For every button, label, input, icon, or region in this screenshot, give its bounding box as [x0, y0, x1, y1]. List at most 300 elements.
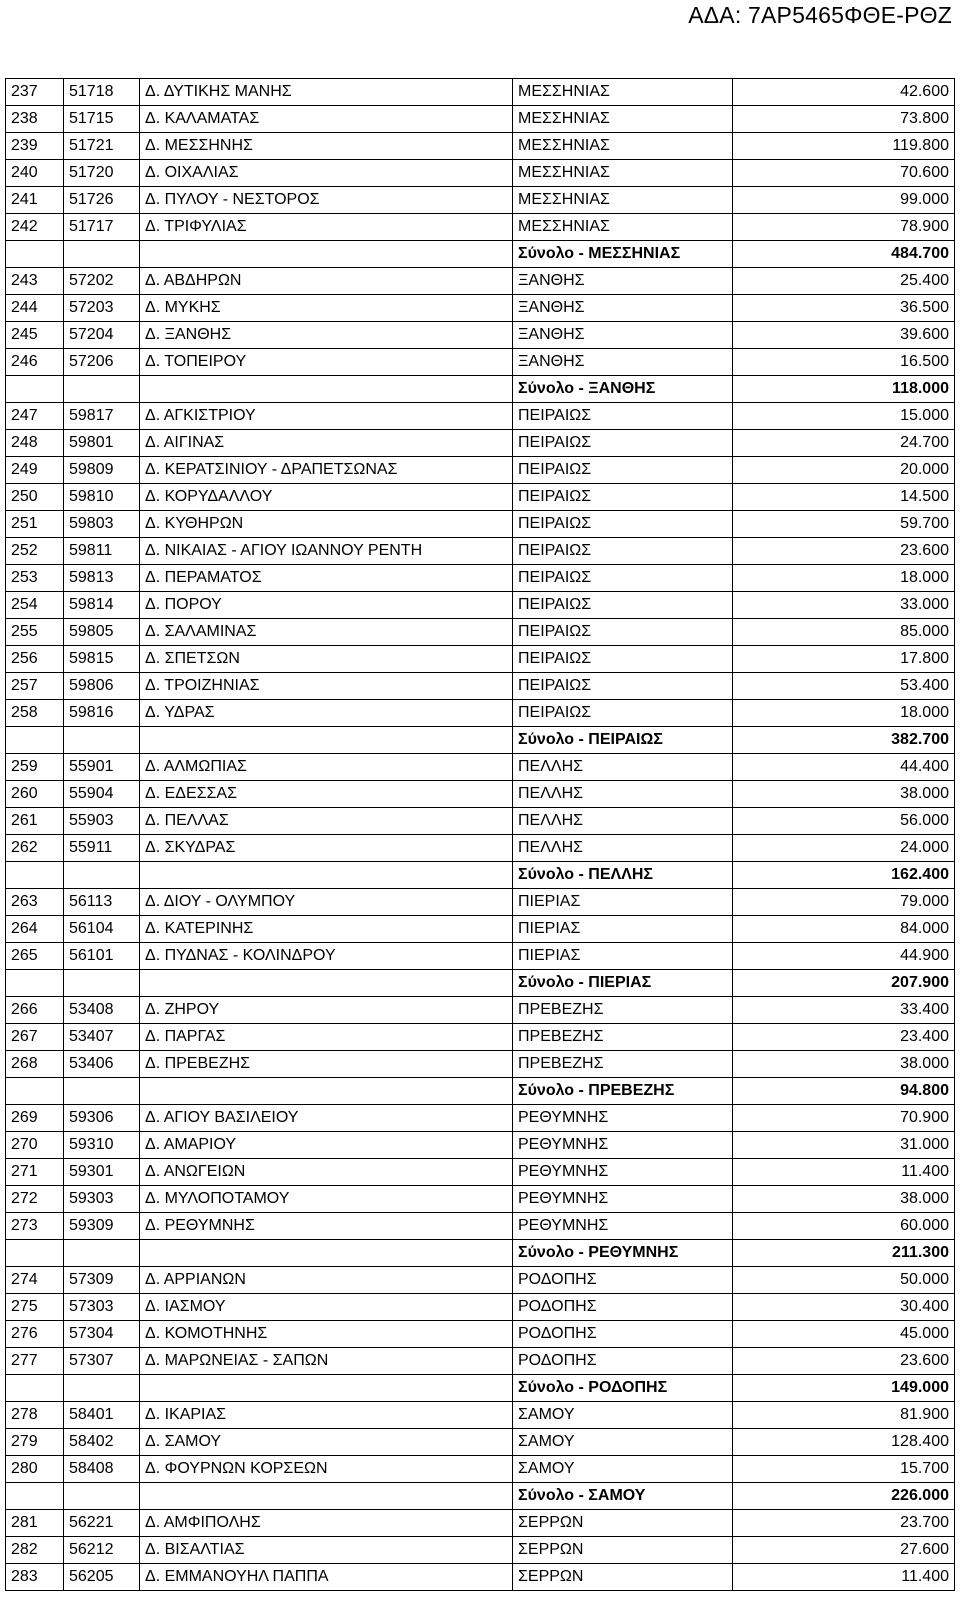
- row-number: 250: [6, 484, 64, 511]
- table-row: [6, 1024, 955, 1051]
- municipality-name: Δ. ΜΥΛΟΠΟΤΑΜΟΥ: [140, 1186, 513, 1213]
- regional-unit: ΠΕΙΡΑΙΩΣ: [513, 619, 733, 646]
- regional-unit: ΠΕΛΛΗΣ: [513, 808, 733, 835]
- amount: 23.700: [733, 1510, 955, 1537]
- regional-unit: ΣΑΜΟΥ: [513, 1429, 733, 1456]
- municipality-code: 59303: [64, 1186, 140, 1213]
- empty-cell: [64, 727, 140, 754]
- amount: 33.400: [733, 997, 955, 1024]
- municipality-code: 58401: [64, 1402, 140, 1429]
- municipality-name: Δ. ΑΓΚΙΣΤΡΙΟΥ: [140, 403, 513, 430]
- row-number: 272: [6, 1186, 64, 1213]
- amount: 15.000: [733, 403, 955, 430]
- amount: 30.400: [733, 1294, 955, 1321]
- municipality-code: 53406: [64, 1051, 140, 1078]
- row-number: 269: [6, 1105, 64, 1132]
- subtotal-row: [6, 1240, 955, 1267]
- amount: 23.600: [733, 1348, 955, 1375]
- amount: 36.500: [733, 295, 955, 322]
- empty-cell: [140, 1483, 513, 1510]
- municipality-code: 57303: [64, 1294, 140, 1321]
- municipality-name: Δ. ΡΕΘΥΜΝΗΣ: [140, 1213, 513, 1240]
- subtotal-row: [6, 376, 955, 403]
- table-row: [6, 1537, 955, 1564]
- amount: 38.000: [733, 781, 955, 808]
- municipality-name: Δ. ΔΙΟΥ - ΟΛΥΜΠΟΥ: [140, 889, 513, 916]
- row-number: 280: [6, 1456, 64, 1483]
- municipality-name: Δ. ΑΝΩΓΕΙΩΝ: [140, 1159, 513, 1186]
- municipality-code: 56113: [64, 889, 140, 916]
- row-number: 258: [6, 700, 64, 727]
- subtotal-label: Σύνολο - ΡΕΘΥΜΝΗΣ: [513, 1240, 733, 1267]
- table-row: [6, 1051, 955, 1078]
- table-row: [6, 1402, 955, 1429]
- row-number: 282: [6, 1537, 64, 1564]
- amount: 70.900: [733, 1105, 955, 1132]
- municipality-code: 59816: [64, 700, 140, 727]
- amount: 79.000: [733, 889, 955, 916]
- regional-unit: ΜΕΣΣΗΝΙΑΣ: [513, 214, 733, 241]
- table-row: [6, 160, 955, 187]
- row-number: 253: [6, 565, 64, 592]
- regional-unit: ΠΕΛΛΗΣ: [513, 835, 733, 862]
- amount: 18.000: [733, 700, 955, 727]
- empty-cell: [6, 970, 64, 997]
- municipality-name: Δ. ΠΡΕΒΕΖΗΣ: [140, 1051, 513, 1078]
- row-number: 251: [6, 511, 64, 538]
- row-number: 263: [6, 889, 64, 916]
- subtotal-row: [6, 727, 955, 754]
- empty-cell: [6, 1240, 64, 1267]
- subtotal-amount: 94.800: [733, 1078, 955, 1105]
- ada-identifier: ΑΔΑ: 7ΑΡ5465ΦΘΕ-ΡΘΖ: [688, 2, 952, 28]
- row-number: 245: [6, 322, 64, 349]
- amount: 23.600: [733, 538, 955, 565]
- row-number: 246: [6, 349, 64, 376]
- amount: 42.600: [733, 79, 955, 106]
- row-number: 273: [6, 1213, 64, 1240]
- amount: 16.500: [733, 349, 955, 376]
- municipality-code: 58408: [64, 1456, 140, 1483]
- row-number: 264: [6, 916, 64, 943]
- empty-cell: [140, 1078, 513, 1105]
- regional-unit: ΠΕΙΡΑΙΩΣ: [513, 511, 733, 538]
- amount: 60.000: [733, 1213, 955, 1240]
- subtotal-row: [6, 1078, 955, 1105]
- municipality-name: Δ. ΑΜΦΙΠΟΛΗΣ: [140, 1510, 513, 1537]
- municipality-code: 57202: [64, 268, 140, 295]
- municipality-name: Δ. ΔΥΤΙΚΗΣ ΜΑΝΗΣ: [140, 79, 513, 106]
- subtotal-amount: 211.300: [733, 1240, 955, 1267]
- row-number: 262: [6, 835, 64, 862]
- municipality-code: 57309: [64, 1267, 140, 1294]
- amount: 53.400: [733, 673, 955, 700]
- municipality-code: 56212: [64, 1537, 140, 1564]
- table-row: [6, 673, 955, 700]
- municipality-name: Δ. ΚΑΛΑΜΑΤΑΣ: [140, 106, 513, 133]
- municipality-code: 59805: [64, 619, 140, 646]
- municipality-code: 59803: [64, 511, 140, 538]
- row-number: 283: [6, 1564, 64, 1591]
- amount: 23.400: [733, 1024, 955, 1051]
- amount: 38.000: [733, 1186, 955, 1213]
- regional-unit: ΠΙΕΡΙΑΣ: [513, 889, 733, 916]
- municipality-name: Δ. ΣΚΥΔΡΑΣ: [140, 835, 513, 862]
- subtotal-label: Σύνολο - ΡΟΔΟΠΗΣ: [513, 1375, 733, 1402]
- row-number: 275: [6, 1294, 64, 1321]
- table-row: [6, 781, 955, 808]
- amount: 39.600: [733, 322, 955, 349]
- municipality-name: Δ. ΠΥΔΝΑΣ - ΚΟΛΙΝΔΡΟΥ: [140, 943, 513, 970]
- municipality-code: 51726: [64, 187, 140, 214]
- row-number: 247: [6, 403, 64, 430]
- subtotal-row: [6, 241, 955, 268]
- row-number: 239: [6, 133, 64, 160]
- amount: 44.400: [733, 754, 955, 781]
- municipality-code: 51721: [64, 133, 140, 160]
- municipality-code: 57204: [64, 322, 140, 349]
- table-row: [6, 592, 955, 619]
- municipality-name: Δ. ΝΙΚΑΙΑΣ - ΑΓΙΟΥ ΙΩΑΝΝΟΥ ΡΕΝΤΗ: [140, 538, 513, 565]
- row-number: 265: [6, 943, 64, 970]
- municipality-code: 57206: [64, 349, 140, 376]
- regional-unit: ΠΙΕΡΙΑΣ: [513, 916, 733, 943]
- municipality-code: 59810: [64, 484, 140, 511]
- amount: 84.000: [733, 916, 955, 943]
- empty-cell: [64, 970, 140, 997]
- table-row: [6, 349, 955, 376]
- subtotal-row: [6, 1375, 955, 1402]
- empty-cell: [140, 727, 513, 754]
- row-number: 277: [6, 1348, 64, 1375]
- empty-cell: [6, 1078, 64, 1105]
- municipality-code: 59301: [64, 1159, 140, 1186]
- table-row: [6, 295, 955, 322]
- municipality-name: Δ. ΞΑΝΘΗΣ: [140, 322, 513, 349]
- amount: 50.000: [733, 1267, 955, 1294]
- regional-unit: ΣΕΡΡΩΝ: [513, 1510, 733, 1537]
- amount: 11.400: [733, 1564, 955, 1591]
- row-number: 242: [6, 214, 64, 241]
- municipality-name: Δ. ΤΟΠΕΙΡΟΥ: [140, 349, 513, 376]
- empty-cell: [64, 1483, 140, 1510]
- subtotal-amount: 226.000: [733, 1483, 955, 1510]
- regional-unit: ΣΕΡΡΩΝ: [513, 1537, 733, 1564]
- table-row: [6, 1510, 955, 1537]
- row-number: 271: [6, 1159, 64, 1186]
- table-row: [6, 79, 955, 106]
- amount: 33.000: [733, 592, 955, 619]
- municipality-name: Δ. ΑΛΜΩΠΙΑΣ: [140, 754, 513, 781]
- empty-cell: [64, 241, 140, 268]
- row-number: 270: [6, 1132, 64, 1159]
- municipality-code: 59811: [64, 538, 140, 565]
- regional-unit: ΡΕΘΥΜΝΗΣ: [513, 1159, 733, 1186]
- municipality-code: 53408: [64, 997, 140, 1024]
- table-row: [6, 1456, 955, 1483]
- amount: 31.000: [733, 1132, 955, 1159]
- municipality-name: Δ. ΣΑΛΑΜΙΝΑΣ: [140, 619, 513, 646]
- municipality-name: Δ. ΠΕΡΑΜΑΤΟΣ: [140, 565, 513, 592]
- amount: 24.000: [733, 835, 955, 862]
- municipality-code: 57304: [64, 1321, 140, 1348]
- empty-cell: [6, 1375, 64, 1402]
- table-row: [6, 268, 955, 295]
- table-row: [6, 1213, 955, 1240]
- empty-cell: [140, 1375, 513, 1402]
- municipality-name: Δ. ΜΑΡΩΝΕΙΑΣ - ΣΑΠΩΝ: [140, 1348, 513, 1375]
- amount: 14.500: [733, 484, 955, 511]
- municipality-code: 56104: [64, 916, 140, 943]
- municipality-code: 59814: [64, 592, 140, 619]
- table-row: [6, 997, 955, 1024]
- municipality-name: Δ. ΑΓΙΟΥ ΒΑΣΙΛΕΙΟΥ: [140, 1105, 513, 1132]
- regional-unit: ΠΕΙΡΑΙΩΣ: [513, 592, 733, 619]
- municipality-name: Δ. ΑΡΡΙΑΝΩΝ: [140, 1267, 513, 1294]
- subtotal-amount: 162.400: [733, 862, 955, 889]
- empty-cell: [6, 376, 64, 403]
- amount: 44.900: [733, 943, 955, 970]
- empty-cell: [140, 241, 513, 268]
- regional-unit: ΜΕΣΣΗΝΙΑΣ: [513, 106, 733, 133]
- regional-unit: ΠΕΙΡΑΙΩΣ: [513, 673, 733, 700]
- amount: 70.600: [733, 160, 955, 187]
- table-row: [6, 619, 955, 646]
- amount: 27.600: [733, 1537, 955, 1564]
- municipality-name: Δ. ΚΟΡΥΔΑΛΛΟΥ: [140, 484, 513, 511]
- regional-unit: ΠΕΙΡΑΙΩΣ: [513, 484, 733, 511]
- table-row: [6, 1105, 955, 1132]
- amount: 56.000: [733, 808, 955, 835]
- municipality-name: Δ. ΚΑΤΕΡΙΝΗΣ: [140, 916, 513, 943]
- row-number: 261: [6, 808, 64, 835]
- regional-unit: ΠΕΙΡΑΙΩΣ: [513, 646, 733, 673]
- municipality-code: 59817: [64, 403, 140, 430]
- municipality-name: Δ. ΦΟΥΡΝΩΝ ΚΟΡΣΕΩΝ: [140, 1456, 513, 1483]
- table-row: [6, 700, 955, 727]
- empty-cell: [140, 862, 513, 889]
- subtotal-label: Σύνολο - ΜΕΣΣΗΝΙΑΣ: [513, 241, 733, 268]
- row-number: 255: [6, 619, 64, 646]
- table-row: [6, 754, 955, 781]
- subtotal-amount: 484.700: [733, 241, 955, 268]
- row-number: 266: [6, 997, 64, 1024]
- row-number: 254: [6, 592, 64, 619]
- regional-unit: ΞΑΝΘΗΣ: [513, 349, 733, 376]
- empty-cell: [64, 862, 140, 889]
- municipality-name: Δ. ΚΟΜΟΤΗΝΗΣ: [140, 1321, 513, 1348]
- regional-unit: ΜΕΣΣΗΝΙΑΣ: [513, 133, 733, 160]
- amount: 24.700: [733, 430, 955, 457]
- municipality-name: Δ. ΠΑΡΓΑΣ: [140, 1024, 513, 1051]
- table-row: [6, 889, 955, 916]
- subtotal-label: Σύνολο - ΠΡΕΒΕΖΗΣ: [513, 1078, 733, 1105]
- regional-unit: ΠΕΙΡΑΙΩΣ: [513, 430, 733, 457]
- subtotal-label: Σύνολο - ΞΑΝΘΗΣ: [513, 376, 733, 403]
- subtotal-row: [6, 970, 955, 997]
- amount: 18.000: [733, 565, 955, 592]
- municipality-name: Δ. ΙΚΑΡΙΑΣ: [140, 1402, 513, 1429]
- municipality-code: 51720: [64, 160, 140, 187]
- subtotal-row: [6, 1483, 955, 1510]
- municipality-name: Δ. ΙΑΣΜΟΥ: [140, 1294, 513, 1321]
- municipality-name: Δ. ΑΜΑΡΙΟΥ: [140, 1132, 513, 1159]
- municipality-code: 55903: [64, 808, 140, 835]
- municipality-name: Δ. ΟΙΧΑΛΙΑΣ: [140, 160, 513, 187]
- municipality-name: Δ. ΒΙΣΑΛΤΙΑΣ: [140, 1537, 513, 1564]
- table-body: [6, 79, 955, 1591]
- municipality-code: 55904: [64, 781, 140, 808]
- row-number: 259: [6, 754, 64, 781]
- amount: 78.900: [733, 214, 955, 241]
- municipality-name: Δ. ΜΕΣΣΗΝΗΣ: [140, 133, 513, 160]
- row-number: 243: [6, 268, 64, 295]
- table-row: [6, 403, 955, 430]
- row-number: 276: [6, 1321, 64, 1348]
- subtotal-label: Σύνολο - ΣΑΜΟΥ: [513, 1483, 733, 1510]
- amount: 25.400: [733, 268, 955, 295]
- amount: 45.000: [733, 1321, 955, 1348]
- row-number: 279: [6, 1429, 64, 1456]
- regional-unit: ΠΡΕΒΕΖΗΣ: [513, 997, 733, 1024]
- amount: 20.000: [733, 457, 955, 484]
- municipality-name: Δ. ΑΙΓΙΝΑΣ: [140, 430, 513, 457]
- table-row: [6, 1429, 955, 1456]
- regional-unit: ΡΕΘΥΜΝΗΣ: [513, 1213, 733, 1240]
- municipality-name: Δ. ΠΟΡΟΥ: [140, 592, 513, 619]
- regional-unit: ΡΟΔΟΠΗΣ: [513, 1348, 733, 1375]
- municipality-name: Δ. ΕΜΜΑΝΟΥΗΛ ΠΑΠΠΑ: [140, 1564, 513, 1591]
- amount: 38.000: [733, 1051, 955, 1078]
- regional-unit: ΞΑΝΘΗΣ: [513, 295, 733, 322]
- municipality-name: Δ. ΖΗΡΟΥ: [140, 997, 513, 1024]
- municipality-code: 55901: [64, 754, 140, 781]
- regional-unit: ΠΕΛΛΗΣ: [513, 781, 733, 808]
- row-number: 241: [6, 187, 64, 214]
- amount: 99.000: [733, 187, 955, 214]
- table-row: [6, 1267, 955, 1294]
- empty-cell: [6, 1483, 64, 1510]
- municipality-name: Δ. ΤΡΟΙΖΗΝΙΑΣ: [140, 673, 513, 700]
- municipality-code: 57203: [64, 295, 140, 322]
- municipality-name: Δ. ΣΑΜΟΥ: [140, 1429, 513, 1456]
- municipality-name: Δ. ΣΠΕΤΣΩΝ: [140, 646, 513, 673]
- regional-unit: ΣΕΡΡΩΝ: [513, 1564, 733, 1591]
- regional-unit: ΜΕΣΣΗΝΙΑΣ: [513, 160, 733, 187]
- municipality-code: 56205: [64, 1564, 140, 1591]
- table-row: [6, 133, 955, 160]
- municipality-code: 59801: [64, 430, 140, 457]
- municipality-name: Δ. ΥΔΡΑΣ: [140, 700, 513, 727]
- empty-cell: [64, 1240, 140, 1267]
- regional-unit: ΠΕΙΡΑΙΩΣ: [513, 565, 733, 592]
- regional-unit: ΡΟΔΟΠΗΣ: [513, 1321, 733, 1348]
- table-row: [6, 943, 955, 970]
- row-number: 237: [6, 79, 64, 106]
- municipality-name: Δ. ΚΕΡΑΤΣΙΝΙΟΥ - ΔΡΑΠΕΤΣΩΝΑΣ: [140, 457, 513, 484]
- regional-unit: ΠΕΙΡΑΙΩΣ: [513, 457, 733, 484]
- municipality-code: 56101: [64, 943, 140, 970]
- table-row: [6, 565, 955, 592]
- municipality-code: 59306: [64, 1105, 140, 1132]
- amount: 73.800: [733, 106, 955, 133]
- regional-unit: ΠΕΙΡΑΙΩΣ: [513, 700, 733, 727]
- table-row: [6, 538, 955, 565]
- regional-unit: ΠΕΙΡΑΙΩΣ: [513, 538, 733, 565]
- municipality-code: 56221: [64, 1510, 140, 1537]
- table-row: [6, 187, 955, 214]
- table-row: [6, 457, 955, 484]
- row-number: 267: [6, 1024, 64, 1051]
- empty-cell: [6, 862, 64, 889]
- municipality-code: 58402: [64, 1429, 140, 1456]
- subtotal-label: Σύνολο - ΠΕΛΛΗΣ: [513, 862, 733, 889]
- municipality-name: Δ. ΜΥΚΗΣ: [140, 295, 513, 322]
- table-row: [6, 808, 955, 835]
- regional-unit: ΠΡΕΒΕΖΗΣ: [513, 1051, 733, 1078]
- table-row: [6, 214, 955, 241]
- subtotal-row: [6, 862, 955, 889]
- table-row: [6, 1186, 955, 1213]
- empty-cell: [140, 376, 513, 403]
- municipality-code: 51717: [64, 214, 140, 241]
- empty-cell: [140, 970, 513, 997]
- subtotal-amount: 382.700: [733, 727, 955, 754]
- amount: 85.000: [733, 619, 955, 646]
- regional-unit: ΠΙΕΡΙΑΣ: [513, 943, 733, 970]
- regional-unit: ΡΕΘΥΜΝΗΣ: [513, 1186, 733, 1213]
- regional-unit: ΠΕΛΛΗΣ: [513, 754, 733, 781]
- empty-cell: [6, 727, 64, 754]
- amount: 11.400: [733, 1159, 955, 1186]
- subtotal-amount: 118.000: [733, 376, 955, 403]
- municipality-code: 59310: [64, 1132, 140, 1159]
- municipality-code: 59815: [64, 646, 140, 673]
- table-row: [6, 1564, 955, 1591]
- subtotal-label: Σύνολο - ΠΙΕΡΙΑΣ: [513, 970, 733, 997]
- empty-cell: [140, 1240, 513, 1267]
- regional-unit: ΠΕΙΡΑΙΩΣ: [513, 403, 733, 430]
- table-row: [6, 1348, 955, 1375]
- row-number: 256: [6, 646, 64, 673]
- table-row: [6, 511, 955, 538]
- row-number: 252: [6, 538, 64, 565]
- subtotal-label: Σύνολο - ΠΕΙΡΑΙΩΣ: [513, 727, 733, 754]
- regional-unit: ΠΡΕΒΕΖΗΣ: [513, 1024, 733, 1051]
- table-row: [6, 106, 955, 133]
- municipality-code: 57307: [64, 1348, 140, 1375]
- row-number: 238: [6, 106, 64, 133]
- regional-unit: ΡΕΘΥΜΝΗΣ: [513, 1105, 733, 1132]
- table-row: [6, 916, 955, 943]
- row-number: 281: [6, 1510, 64, 1537]
- row-number: 278: [6, 1402, 64, 1429]
- empty-cell: [64, 1078, 140, 1105]
- row-number: 260: [6, 781, 64, 808]
- municipality-name: Δ. ΠΥΛΟΥ - ΝΕΣΤΟΡΟΣ: [140, 187, 513, 214]
- row-number: 249: [6, 457, 64, 484]
- regional-unit: ΞΑΝΘΗΣ: [513, 268, 733, 295]
- table-row: [6, 322, 955, 349]
- municipality-code: 55911: [64, 835, 140, 862]
- row-number: 240: [6, 160, 64, 187]
- municipality-code: 51715: [64, 106, 140, 133]
- municipality-code: 59809: [64, 457, 140, 484]
- table-row: [6, 1132, 955, 1159]
- municipality-code: 59813: [64, 565, 140, 592]
- row-number: 257: [6, 673, 64, 700]
- amount: 119.800: [733, 133, 955, 160]
